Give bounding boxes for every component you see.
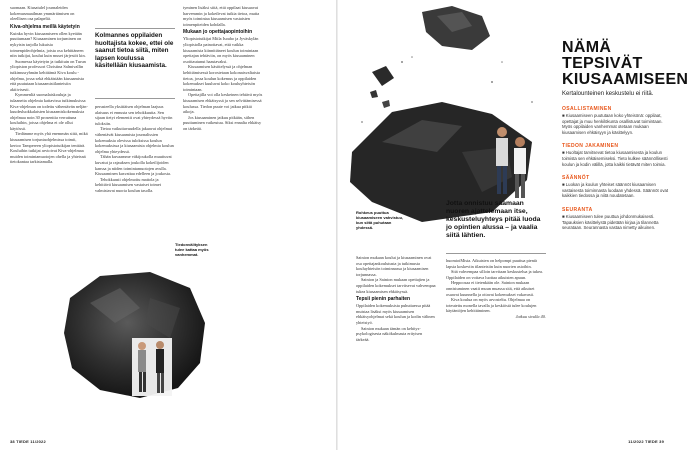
paragraph: Sainion mukaan koulut ja kiusaaminen ovat osa opettajankoulutusta ja tutkimusta kouluyhteisön toiminnassa ja kiusaamisen torjunnassa.	[356, 255, 432, 277]
paragraph: huomioiMista. Aikuisten on helpompi puuttua pienià lapsia koskeviin tilanteisiin kuin nuorten asioihin.	[446, 258, 537, 269]
subheading: Tepsii pienin parhaiten	[356, 296, 411, 303]
right-pull-quote-rule	[446, 253, 546, 254]
subheading: Mukaan jo opettajaopintoihin	[183, 29, 253, 36]
paragraph: Tähän kuvaamme väkijoukolla muuttuvat kuvatut ja rajauksen joukolla kokeilijoiden kanssa ja niiden toimintamuotojen avulla. Kiusaaminen kasvattaa edelleen ja joukosta.	[95, 154, 172, 177]
paragraph: tyminen lisäksi siitä, että oppilaat kiusaavat harvemmin ja kokeilevat tutkia tietoa, mutta myös toimintaa kiusaamisen vastaisten toimenpiteiden kohdalla.	[183, 5, 260, 27]
sidebar-text: ■ Kiusaamiseen tulee puuttua johdonmukaisesti. Tapauksien käsittelystä pidetään kirjaa ja tilannetta seurataan. Seurannasta vastaa nimetty aikuinen.	[562, 213, 659, 231]
paragraph: Kiva koulua on myös arvosteltu. Ohjelmaa on toteutettu monella tavalla ja keskiöstä tulee koulujen käytäntöjen kehittäminen.	[446, 297, 537, 314]
paragraph: Tehokkaasti ohjelmoitu mattola ja kehittävä kiusaamisen vastaiset toimet valmistavat nuoria koulun tasolla.	[95, 176, 161, 193]
subheading: Kiva-ohjelma meillä käytetyin	[10, 23, 80, 30]
paragraph: Kymmenliä suomalaiskouluja ja tulaaneita ohjelmia kattavissa tutkimuksissa Kiva-ohjelman on todettu vähentävän neljän-kuudesluokkalaisten kiusaamiskokemuksia ohjelmaa noin 30 prosenttia verrattuna kouluihin, joissa ohjelma ei ole ollut käytössä.	[10, 92, 88, 131]
paragraph: Kiusaamisen käsittelyssä ja ohjelman kehittämisessä korostetaan kokonaisvaltaista tietoa, jossa koulun kokemus ja oppilaiden kokemukset kuuluvat koko kouluyhteisön toimintaan.	[183, 64, 260, 92]
pull-quote-rule-bottom	[95, 98, 175, 99]
paragraph: suomaan. Kiusatulel journaleiden kokemusmaailman ymmärtämisen on oleellisen osa palapeliä.	[10, 5, 75, 22]
footer-right: 11/2022 TIEDE 39	[628, 439, 664, 444]
right-column-1	[356, 255, 436, 342]
paragraph: Kuinka hyvin kiusaamiseen ollen kyetään puuttumaan? Kiusaaminen torjuminen on nykyisin tarjolla lukuisia toimenpideohjelmia, joista osa kehittäneen niin tutkijat, koulut kuin muset järjestöt kin.	[10, 30, 86, 59]
paragraph: Tietoa vaikuttavuudella jakaavat ohjelmat vähentävät kiusaamista journalissien kokemuksia olevissa tuloksissa koulun kokemuksissa ja kiusaamista ohjelmia koulun ohjelma yhteydessä.	[95, 126, 174, 154]
pull-quote-rule-top	[95, 28, 175, 29]
left-column-2	[95, 104, 175, 194]
pull-quote: Kolmannes oppilaiden huoltajista kokee, ettei ole saanut tietoa siitä, miten lapsen koulussa käsitellään kiusaamista.	[95, 32, 174, 70]
sidebar-title: NÄMÄ TEPSIVÄT KIUSAAMISEEN	[562, 39, 688, 88]
sidebar-heading-participation: OSALLISTAMINEN	[562, 106, 612, 112]
paragraph: Oppilaiden kokemuksista puhuttaessa pitää muistaa lisäksi myös kiusaamisen ehkäisyohjelmat sekä koulun ja kodin välinen yhteistyö.	[356, 303, 435, 325]
sidebar-heading-info-sharing: TIEDON JAKAMINEN	[562, 143, 619, 150]
page-spine	[336, 0, 338, 450]
left-column-1	[10, 5, 88, 165]
paragraph: Heppoosaa ei tietenkään ole. Sainion mukaan onnistuminen vaatii muun muassa sitä, että aikuiset osaavat kuunnella ja ottavat kokemukset vakavasti.	[446, 280, 535, 297]
right-pull-quote: Jotta onnistuu saamaan nuoren ajattelemaan itse, keskusteluyhteys pitää luoda jo opintien alussa – ja vaalia siitä lähtien.	[446, 200, 541, 239]
left-column-3	[183, 5, 263, 131]
right-column-2	[446, 258, 546, 320]
sidebar-text: ■ Huoltajat tarvitsevat tietoa kiusaamisesta ja koulun toimista sen ehkäisemiseksi. Tieto kulkee säännöllisesti koulun ja kodin välillä, jotta kaikki tietävät miten toimia.	[562, 150, 668, 167]
continued-note: Jatkuu sivulla 40.	[515, 313, 546, 319]
sidebar-text: ■ Luokan ja koulun yhteiset säännöt kiusaamisen vastaisesta toiminnasta luodaan yhdessä. Säännöt ovat kaikkien tiedossa ja niitä noudatetaan.	[562, 182, 669, 199]
paragraph: Tiedämme myös yhä enemmän siitä, mikä kiusaamisen torjuntaohjelmissa toimii, kertoo Tampereen yliopistotutkijan tenttärä. Kouluihin tutkijat arvioivat Kiva-ohjelmaa muiden toimintamuotojen ohella ja yhteisnä tietokantaa tarkistamalla.	[10, 131, 88, 165]
people-group	[132, 338, 172, 396]
paragraph: Yliopistotutkijat Miila Isoaho ja Jyväskylän yliopistolla painottavat, että vaikka kiusaamista kiinnittäneet koulun toimintaan opettajan tehtäviin, on myös kiusaaminen osoittautunut haastavaksi.	[183, 36, 259, 64]
rock-photo	[60, 268, 210, 408]
right-photo-caption: Rohkeus puuttua kiusaamiseen vahvistuu, kun siitä puhutaan yhdessä.	[356, 210, 404, 230]
paragraph: Opettajilla voi olla keskeinen tehtävä myös kiusaamisen ehkäisyssä ja sen selvittämisessä koulussa. Tiedon puute voi jatkua pitkiä aikoja.	[183, 92, 263, 115]
sidebar-heading-rules: SÄÄNNÖT	[562, 175, 590, 182]
paragraph: Suomessa käytetyin ja tutkituin on Turun yliopiston professori Christina Salmivallin tutkimusryhmän kehittämä Kiva koulu -ohjelma, jossa sekä ehkäistään kiusaamista että puututaan kiusaamistilanteisiin aktiivisesti.	[10, 58, 86, 92]
paragraph: Sitä vahvempaa silloin tarvitaan keskustelua ja tukea. Oppilaiden on voitava luottaa aikuisten apuun.	[446, 269, 543, 280]
paragraph: Jos kiusaaminen jatkuu pitkään, siihen puuttuminen vaikeutuu. Siksi ennalta ehkäisy on tärkeää.	[183, 114, 262, 131]
sidebar-heading-follow-up: SEURANTA	[562, 206, 593, 213]
sidebar-box	[562, 39, 688, 231]
sidebar-text: ■ Kiusaamiseen puututaan koko yhteisönä: oppilaat, opettajat ja muu henkilökunta osallistuvat toimintaan. Myös oppilaiden vanhemmat otetaan mukaan kiusaamisen ehkäisyyn ja käsittelyyn.	[562, 113, 663, 135]
left-photo-caption: Tiedonvälityksen tulee kattaa myös vanhemmat.	[175, 242, 209, 257]
paragraph: Sainion mukaan tämän on kehitys-psykologisesta näkökulmasta erityisen tärkeää.	[356, 325, 423, 342]
paragraph: perusteella yksittäisen ohjelman laajuus alaisuus ei ennusta sen tehokkuutta. Sen sijaan tietyt elementit ovat yhteydessä hyviin tuloksiin.	[95, 104, 173, 126]
sidebar-subtitle: Kertalounteinen keskustelu ei riitä.	[562, 91, 654, 97]
footer-left: 38 TIEDE 11/2022	[10, 439, 46, 444]
paragraph: Sainion ja Sainion mukaan opettajien ja oppilaiden kokemukset tarvitsevat vahvempaa tukea kiusaamisen ehkäisyssä.	[356, 277, 436, 294]
